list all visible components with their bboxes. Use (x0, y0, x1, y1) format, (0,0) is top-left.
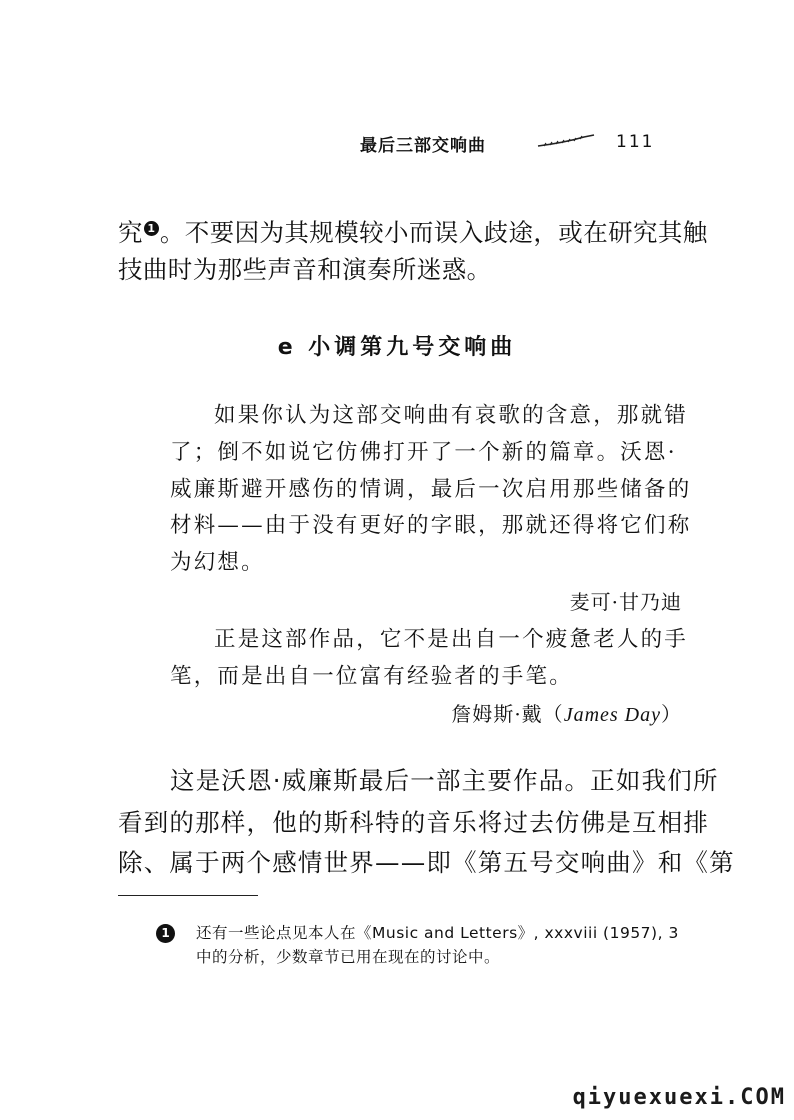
footnote-reference-icon: 1 (144, 221, 159, 236)
epigraph-1-line-4: 材料——由于没有更好的字眼，那就还得将它们称 (170, 513, 692, 538)
epigraph-1-line-1: 如果你认为这部交响曲有哀歌的含意，那就错 (214, 403, 689, 428)
running-header (360, 131, 660, 156)
epigraph-1-attribution: 麦可·甘乃迪 (569, 590, 682, 614)
attribution-latin: James Day (563, 704, 661, 726)
section-heading: e 小调第九号交响曲 (277, 335, 517, 360)
attribution-close: ） (661, 702, 682, 726)
body-line-2: 技曲时为那些声音和演奏所迷惑。 (118, 255, 492, 284)
epigraph-2-attribution (451, 700, 682, 729)
epigraph-1-line-3: 威廉斯避开感伤的情调，最后一次启用那些储备的 (170, 477, 692, 502)
main-text-line-2: 看到的那样，他的斯科特的音乐将过去仿佛是互相排 (118, 808, 710, 837)
body-line-1 (118, 218, 708, 248)
footnote-line-2: 中的分析，少数章节已用在现在的讨论中。 (196, 948, 501, 966)
page-number: 111 (616, 132, 655, 152)
footnote-divider (118, 895, 258, 896)
site-watermark: qiyuexuexi.COM (572, 1085, 786, 1110)
epigraph-1-line-2: 了；倒不如说它仿佛打开了一个新的篇章。沃恩· (170, 440, 677, 465)
main-text-line-3: 除、属于两个感情世界——即《第五号交响曲》和《第 (118, 848, 735, 877)
footnote-line-1: 还有一些论点见本人在《Music and Letters》, xxxviii (1957), 3 (196, 924, 679, 942)
footnote-number-icon: 1 (156, 924, 175, 943)
main-text-line-1: 这是沃恩·威廉斯最后一部主要作品。正如我们所 (170, 766, 719, 795)
epigraph-1-line-5: 为幻想。 (170, 550, 265, 575)
chapter-title: 最后三部交响曲 (360, 136, 486, 156)
body-line-1-rest: 。不要因为其规模较小而误入歧途，或在研究其触 (159, 218, 708, 247)
body-line-1-start: 究 (118, 218, 143, 247)
attribution-chinese: 詹姆斯·戴（ (451, 702, 564, 726)
header-ornament-icon (536, 133, 598, 152)
epigraph-2-line-1: 正是这部作品，它不是出自一个疲惫老人的手 (214, 627, 689, 652)
epigraph-2-line-2: 笔，而是出自一位富有经验者的手笔。 (170, 664, 573, 689)
